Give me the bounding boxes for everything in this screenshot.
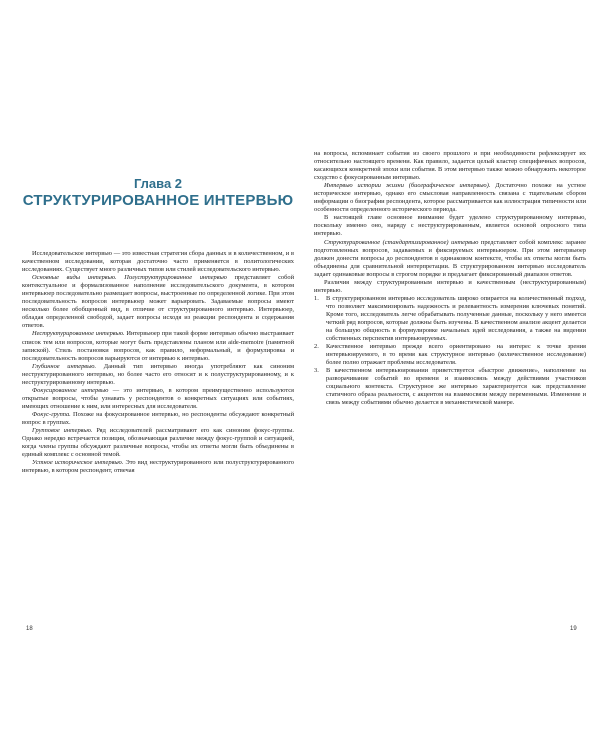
paragraph-types bbox=[22, 274, 294, 330]
book-spread bbox=[8, 150, 592, 650]
text-group: Ряд исследователей рассматривают его как синоним фокус-группы. Однако нередко встречается позиция, обозначающая различие между фокус-группой и ситуацией, когда члены группы обсуждают различные вопросы, чтобы их ответы могли быть объединены в единый комплекс с основной темой. bbox=[22, 427, 295, 459]
chapter-title: СТРУКТУРИРОВАННОЕ ИНТЕРВЬЮ bbox=[22, 192, 294, 209]
text-structured: представляет собой комплекс заранее подготовленных вопросов, задаваемых и фиксируемых интервьюером. При этом интервьюер должен донести вопросы до респондентов в одинаковом контексте, чтобы их ответы могли быть объединены для сравнительной интерпретации. В структурированном интервью исследователь задает одинаковые вопросы в строгом порядке и предлагает фиксированный диапазон ответов. bbox=[314, 238, 586, 278]
text-oral-history: Это вид неструктурированного или полуструктурированного интервью, в котором респондент, отвечая bbox=[22, 459, 294, 475]
paragraph-differences: Различия между структурированным интервью и качественным (неструктурированным) интервью. bbox=[314, 278, 586, 294]
page-number-left: 18 bbox=[26, 626, 33, 632]
term-focus-group: Фокус-группа. bbox=[32, 410, 71, 418]
list-item-number: 2. bbox=[314, 343, 319, 351]
term-semi-structured: Полуструктурированное интервью bbox=[124, 274, 227, 282]
paragraph-focused bbox=[22, 387, 294, 411]
page-number-right: 19 bbox=[570, 626, 577, 632]
paragraph-depth bbox=[22, 363, 294, 387]
term-life-history: Интервью истории жизни (биографическое интервью). bbox=[324, 182, 491, 190]
list-item-text: В качественном интервьюировании приветствуется «быстрое движение», наполнение на разворачивание событий во времени и взаимосвязь между действиями участников социального контекста. Структурное же интервью характеризуется как представление статичного образа реальности, с акцентом на взаимосвязи между переменными. Изменение и связь между событиями обычно делается в механистической манере. bbox=[326, 367, 586, 407]
paragraph-continuation: на вопросы, вспоминает события из своего прошлого и при необходимости рефлексирует их относительно настоящего времени. Как правило, задается целый кластер специфичных вопросов, касающихся конкретной эпохи или события. В этом интервью также можно обнаружить некоторое сходство с фокусированным интервью. bbox=[314, 150, 586, 182]
text-depth: Данный тип интервью иногда употребляют как синоним неструктурированного интервью, но более часто его относят и к полуструктурированному, и к неструктурированному интервью. bbox=[22, 362, 294, 386]
paragraph-group bbox=[22, 427, 294, 459]
paragraph-focus-group bbox=[22, 411, 294, 427]
term-oral-history: Устное историческое интервью. bbox=[32, 459, 124, 467]
list-item-text: Качественное интервью прежде всего ориентировано на интерес к точке зрения интервьюируемого, в то время как структурное интервью (количественное исследование) более полно отражает проблемы исследователя. bbox=[326, 343, 586, 367]
text-unstructured: Интервьюер при такой форме интервью обычно выстраивает список тем или вопросов, которые могут быть представлены планом или aide-memoire (памятной запиской). Стиль постановки вопросов, как правило, неформальный, и формулировка и последовательность вопросов варьируются от интервью к интервью. bbox=[22, 330, 295, 362]
list-item bbox=[314, 367, 586, 407]
differences-list bbox=[314, 295, 586, 408]
list-item-text: В структурированном интервью исследователь широко опирается на количественный подход, что позволяет максимизировать надежность и релевантность измерения ключевых понятий. Кроме того, исследователь легче обрабатывать полученные данные, поскольку у него имеется четкий ряд вопросов, которые должны быть изучены. В качественном анализе акцент делается на большую общность в формулировке начальных идей исследования, а также на видении собственных перспектив интервьюируемых. bbox=[326, 294, 586, 343]
text-life-history: Достаточно похоже на устное историческое интервью, однако его смысловая направленность связана с тщательным сбором информации о биографии респондента, которое рассматривается как иллюстрация типичности или особенности определенного исторического периода. bbox=[314, 182, 586, 214]
paragraph-structured bbox=[314, 239, 586, 279]
list-item-number: 3. bbox=[314, 367, 319, 375]
list-item-number: 1. bbox=[314, 294, 319, 302]
right-page bbox=[314, 150, 586, 650]
paragraph-oral-history bbox=[22, 459, 294, 475]
term-group: Групповое интервью. bbox=[32, 427, 93, 435]
list-item bbox=[314, 295, 586, 343]
term-main-types: Основные виды интервью. bbox=[32, 274, 117, 282]
paragraph-focus-chapter: В настоящей главе основное внимание будет уделено структурированному интервью, поскольку именно оно, наряду с неструктурированным, является основой опросного типа интервью. bbox=[314, 214, 586, 238]
paragraph-intro: Исследовательское интервью — это известная стратегия сбора данных и в количественном, и в качественном исследовании, которая достаточно часто применяется в политологических исследованиях. Существует много различных типов или стилей исследовательского интервью. bbox=[22, 250, 294, 274]
text-focused: — это интервью, в котором преимущественно используются открытые вопросы, чтобы узнавать у респондентов о конкретных ситуациях или событиях, имеющих отношение к ним, или интересных для исследователя. bbox=[22, 386, 294, 410]
term-depth: Глубинное интервью. bbox=[32, 362, 97, 370]
term-focused: Фокусированное интервью bbox=[32, 386, 109, 394]
paragraph-life-history bbox=[314, 182, 586, 214]
term-unstructured: Неструктурированное интервью. bbox=[32, 330, 125, 338]
term-structured: Структурированное (стандартизированное) интервью bbox=[324, 238, 479, 246]
text-focus-group: Похоже на фокусированное интервью, но респонденты обсуждают конкретный вопрос в группах. bbox=[22, 410, 294, 426]
text-semi-structured: представляет собой контекстуальное и формализованное наполнение исследовательского документа, в котором интервьюер последовательно размещает вопросы, выстроенные по определенной логике. При этом последовательность вопросов интервьюер может варьировать. Задаваемые вопросы имеют несколько более обобщенный вид, в отличие от структурированного интервью. Интервьюер, обладая определенной свободой, задает вопросы исходя из реакции респондента и содержания ответов. bbox=[22, 274, 294, 330]
left-page bbox=[22, 150, 294, 650]
list-item bbox=[314, 343, 586, 367]
paragraph-unstructured bbox=[22, 330, 294, 362]
chapter-label: Глава 2 bbox=[133, 176, 183, 191]
